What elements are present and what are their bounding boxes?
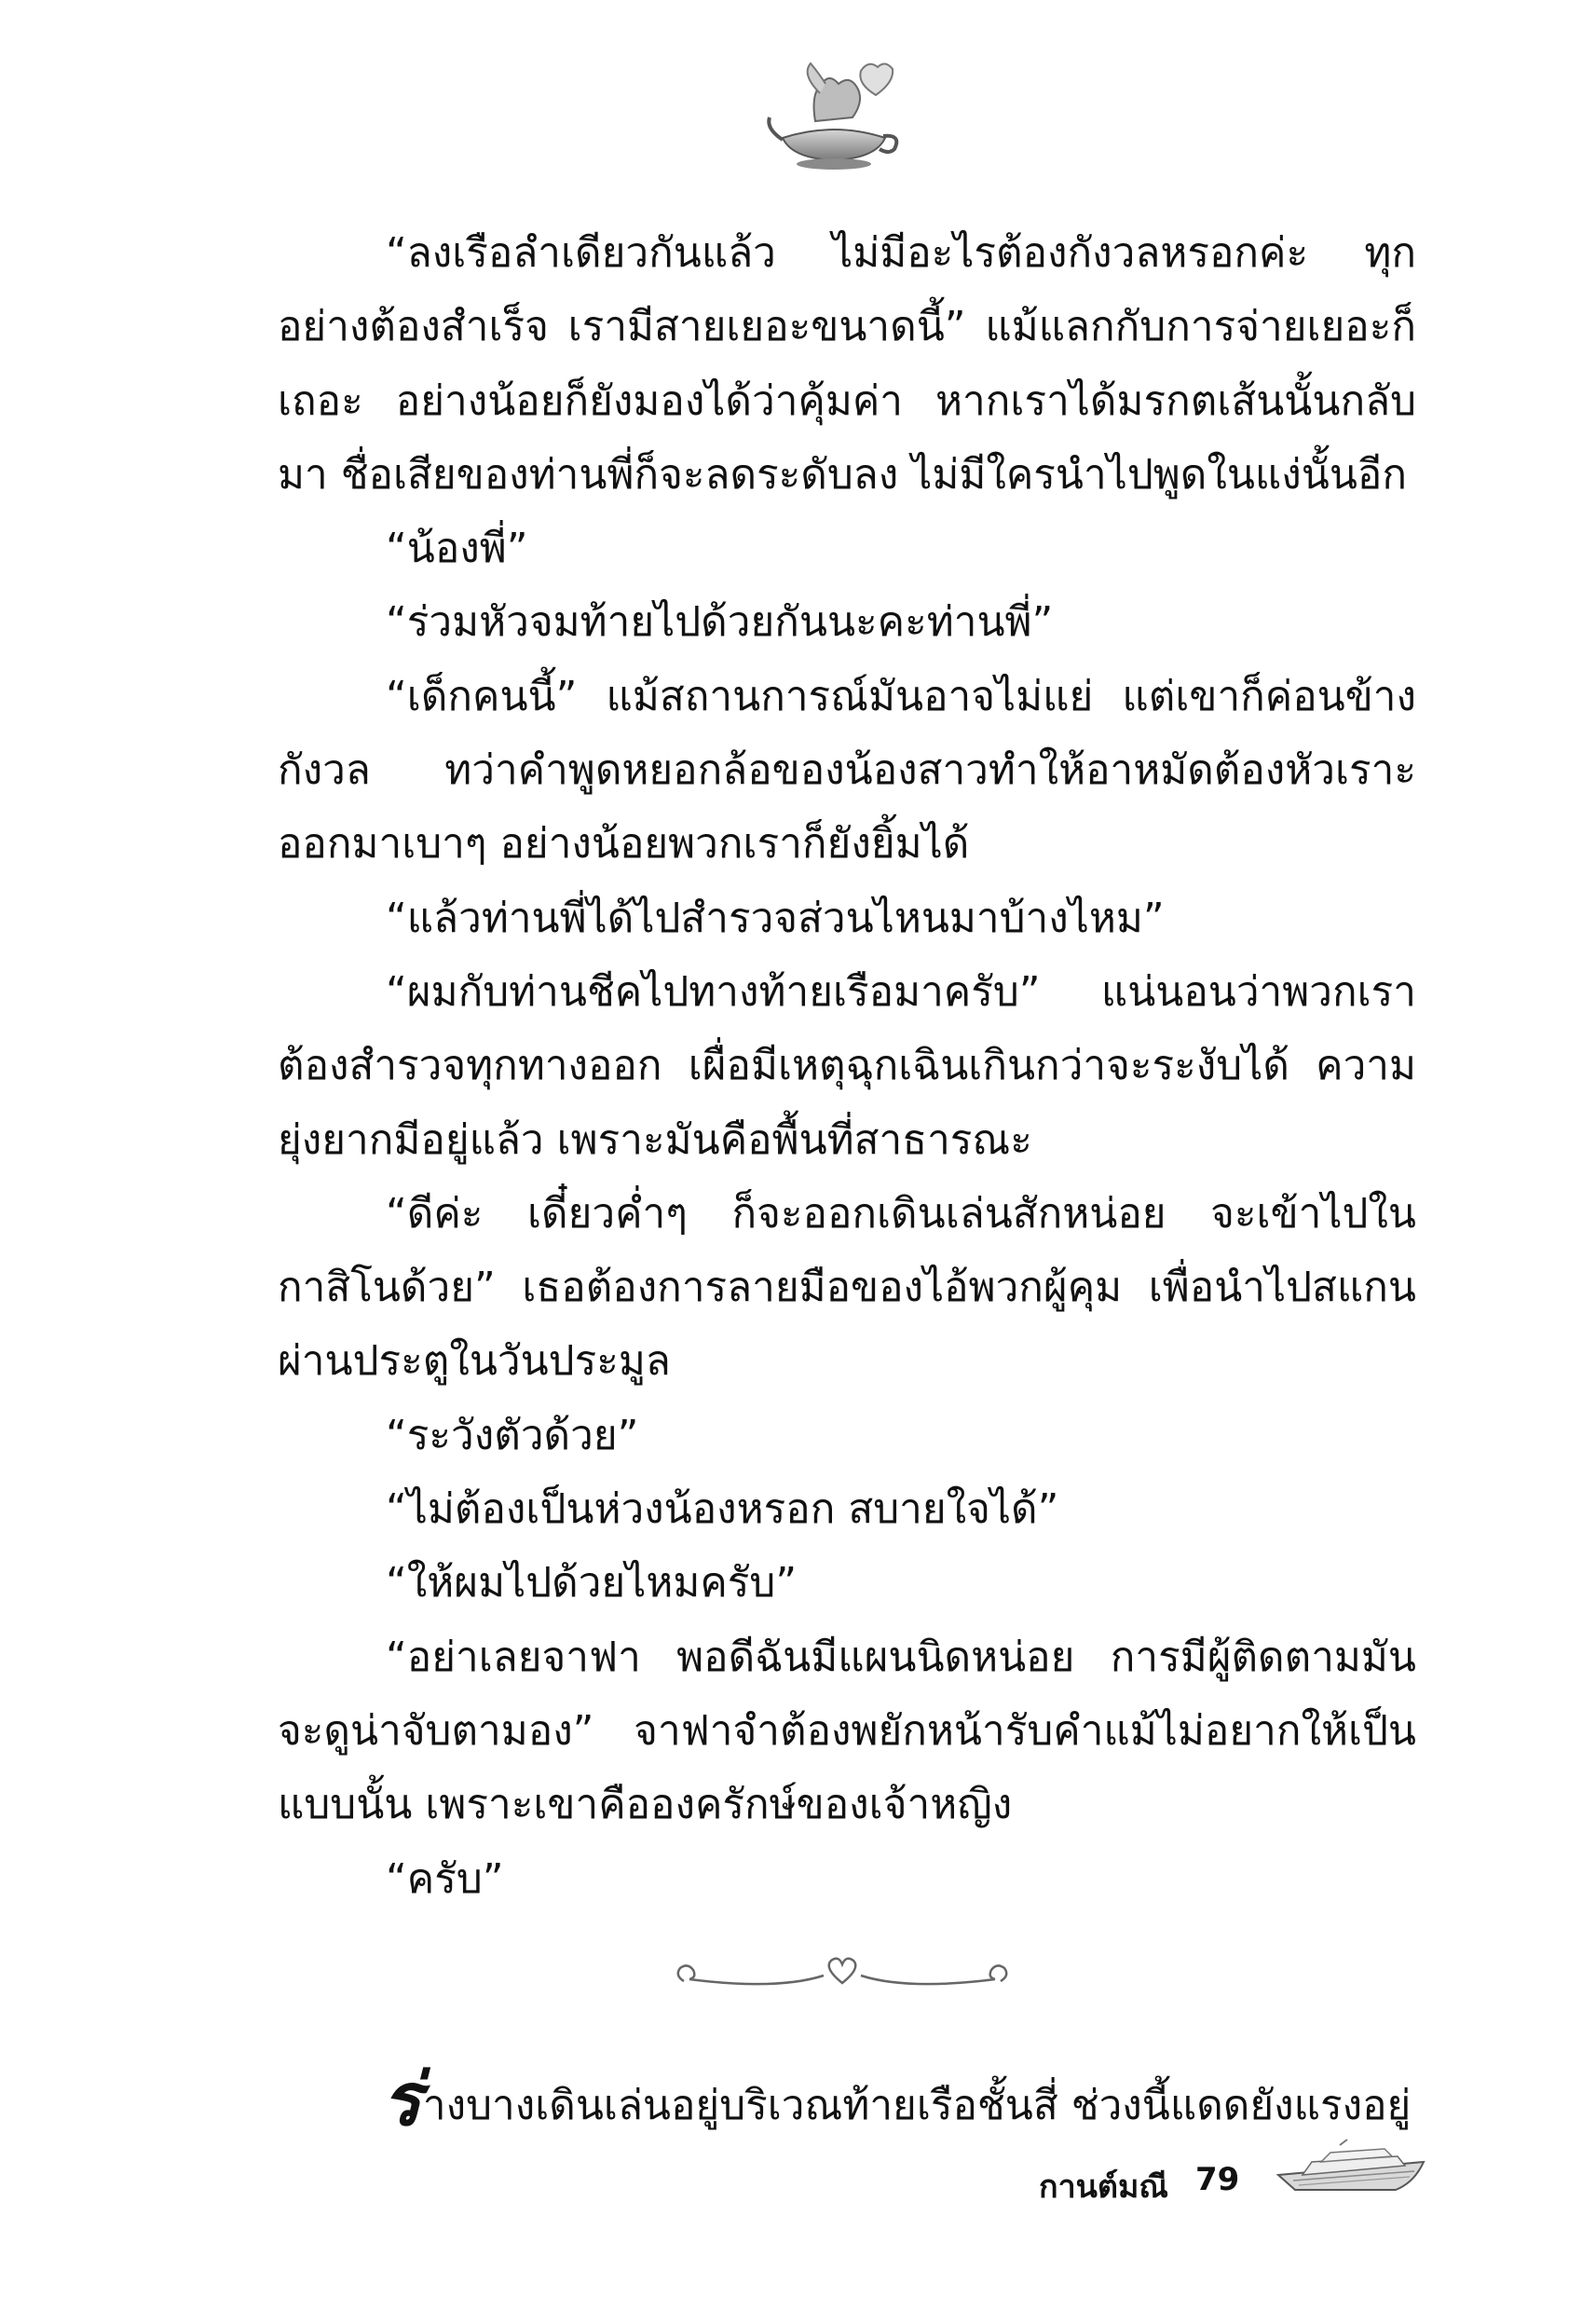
paragraph: “ระวังตัวด้วย” (386, 1411, 639, 1459)
teapot-cupid-emblem-icon (764, 56, 904, 172)
paragraph: “เด็กคนนี้” แม้สถานการณ์มันอาจไม่แย่ แต่เขาก็ค่อนข้างกังวล ทว่าคำพูดหยอกล้อของน้องสาวทำให้อาหมัดต้องหัวเราะออกมาเบาๆ อย่างน้อยพวกเราก็ยังยิ้มได้ (278, 672, 1416, 868)
page-number: 79 (1195, 2161, 1240, 2198)
cruise-ship-icon (1275, 2134, 1431, 2199)
body-text (278, 216, 1416, 1916)
opening-text: างบางเดินเล่นอยู่บริเวณท้ายเรือชั้นสี่ ช่วงนี้แดดยังแรงอยู่ (422, 2082, 1412, 2129)
heart-scroll-divider-icon (665, 1948, 1019, 2003)
section-opening-line (382, 2058, 1416, 2143)
drop-cap: ร่ (382, 2058, 421, 2142)
footer-book-title: กานต์มณี (1039, 2168, 1168, 2206)
paragraph: “แล้วท่านพี่ได้ไปสำรวจส่วนไหนมาบ้างไหม” (386, 894, 1165, 942)
paragraph: “ให้ผมไปด้วยไหมครับ” (386, 1559, 798, 1607)
paragraph: “ลงเรือลำเดียวกันแล้ว ไม่มีอะไรต้องกังวลหรอกค่ะ ทุกอย่างต้องสำเร็จ เรามีสายเยอะขนาดนี้” แม้แลกกับการจ่ายเยอะก็เถอะ อย่างน้อยก็ยังมองได้ว่าคุ้มค่า หากเราได้มรกตเส้นนั้นกลับมา ชื่อเสียของท่านพี่ก็จะลดระดับลง ไม่มีใครนำไปพูดในแง่นั้นอีก (278, 229, 1416, 499)
paragraph: “น้องพี่” (386, 525, 528, 573)
paragraph: “ดีค่ะ เดี๋ยวค่ำๆ ก็จะออกเดินเล่นสักหน่อย จะเข้าไปในกาสิโนด้วย” เธอต้องการลายมือของไอ้พวกผู้คุม เพื่อนำไปสแกนผ่านประตูในวันประมูล (278, 1189, 1416, 1386)
paragraph: “อย่าเลยจาฟา พอดีฉันมีแผนนิดหน่อย การมีผู้ติดตามมันจะดูน่าจับตามอง” จาฟาจำต้องพยักหน้ารับคำแม้ไม่อยากให้เป็นแบบนั้น เพราะเขาคือองครักษ์ของเจ้าหญิง (278, 1633, 1416, 1829)
paragraph: “ร่วมหัวจมท้ายไปด้วยกันนะคะท่านพี่” (386, 598, 1054, 647)
paragraph: “ครับ” (386, 1854, 504, 1903)
paragraph: “ผมกับท่านชีคไปทางท้ายเรือมาครับ” แน่นอนว่าพวกเราต้องสำรวจทุกทางออก เผื่อมีเหตุฉุกเฉินเกินกว่าจะระงับได้ ความยุ่งยากมีอยู่แล้ว เพราะมันคือพื้นที่สาธารณะ (278, 967, 1416, 1164)
paragraph: “ไม่ต้องเป็นห่วงน้องหรอก สบายใจได้” (386, 1485, 1059, 1534)
